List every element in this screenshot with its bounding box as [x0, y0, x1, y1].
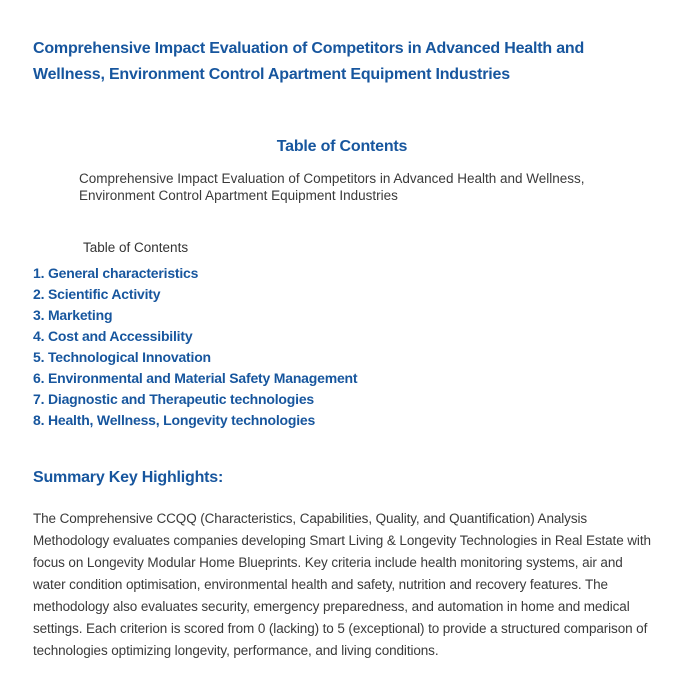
toc-document-title-echo: Comprehensive Impact Evaluation of Competitors in Advanced Health and Wellness, Environment Control Apartment Equipment Industries [79, 171, 585, 203]
summary-paragraph: The Comprehensive CCQQ (Characteristics, Capabilities, Quality, and Quantification) Analysis Methodology evaluates companies developing Smart Living & Longevity Technologies in Real Estate with focus on Longevity Modular Home Blueprints. Key criteria include health monitoring systems, air and water condition optimisation, environmental health and safety, nutrition and recovery features. The methodology also evaluates security, emergency preparedness, and automation in home and medical settings. Each criterion is scored from 0 (lacking) to 5 (exceptional) to provide a structured comparison of technologies optimizing longevity, performance, and living conditions. [33, 511, 651, 658]
toc-item-technological-innovation[interactable]: 5. Technological Innovation [33, 349, 211, 365]
toc-item-general-characteristics[interactable]: 1. General characteristics [33, 265, 199, 281]
toc-item-marketing[interactable]: 3. Marketing [33, 307, 113, 323]
toc-heading: Table of Contents [276, 138, 408, 155]
toc-item-scientific-activity[interactable]: 2. Scientific Activity [33, 286, 161, 302]
document-title: Comprehensive Impact Evaluation of Competitors in Advanced Health and Wellness, Environment Control Apartment Equipment Industries [33, 40, 585, 83]
toc-label: Table of Contents [83, 240, 189, 255]
toc-item-environmental-material-safety[interactable]: 6. Environmental and Material Safety Management [33, 370, 358, 386]
toc-item-health-wellness-longevity[interactable]: 8. Health, Wellness, Longevity technologies [33, 412, 316, 428]
toc-list [33, 263, 651, 431]
toc-item-cost-and-accessibility[interactable]: 4. Cost and Accessibility [33, 328, 193, 344]
toc-item-diagnostic-therapeutic[interactable]: 7. Diagnostic and Therapeutic technologies [33, 391, 314, 407]
summary-heading: Summary Key Highlights: [33, 469, 224, 486]
